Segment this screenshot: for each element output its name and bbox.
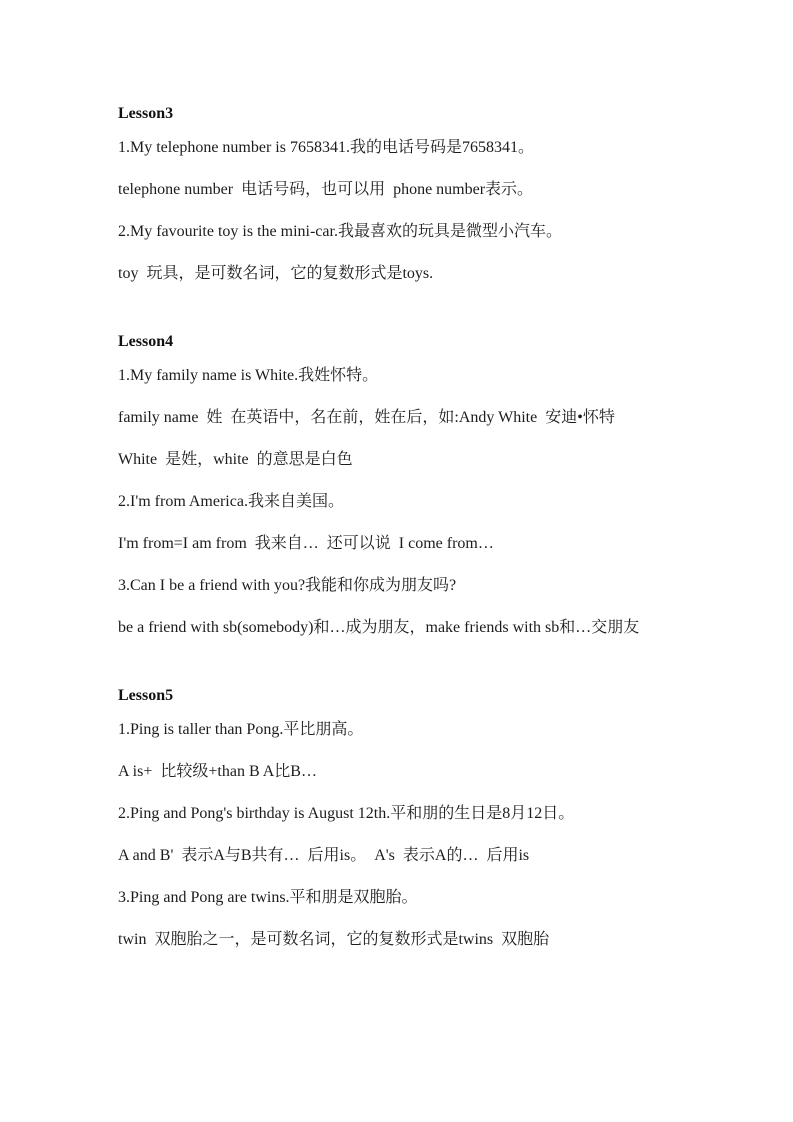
lesson5-line-4: A and B' 表示A与B共有… 后用is。 A's 表示A的… 后用is bbox=[118, 847, 530, 864]
lesson4-heading: Lesson4 bbox=[118, 333, 174, 350]
lesson5-line-3: 2.Ping and Pong's birthday is August 12th.平和朋的生日是8月12日。 bbox=[118, 805, 575, 822]
lesson5-line-5: 3.Ping and Pong are twins.平和朋是双胞胎。 bbox=[118, 889, 418, 906]
lesson3-heading: Lesson3 bbox=[118, 105, 174, 122]
lesson4-line-4: 2.I'm from America.我来自美国。 bbox=[118, 493, 344, 510]
lesson3-line-2: telephone number 电话号码，也可以用 phone number表示。 bbox=[118, 181, 534, 198]
lesson4-line-5: I'm from=I am from 我来自… 还可以说 I come from… bbox=[118, 535, 494, 552]
lesson5-heading: Lesson5 bbox=[118, 687, 174, 704]
lesson3-line-3: 2.My favourite toy is the mini-car.我最喜欢的玩具是微型小汽车。 bbox=[118, 223, 562, 240]
lesson4-line-3: White 是姓，white 的意思是白色 bbox=[118, 451, 353, 468]
lesson4-line-6: 3.Can I be a friend with you?我能和你成为朋友吗? bbox=[118, 577, 457, 594]
lesson3-line-1: 1.My telephone number is 7658341.我的电话号码是7658341。 bbox=[118, 139, 534, 156]
lesson4-line-7: be a friend with sb(somebody)和…成为朋友，make friends with sb和…交朋友 bbox=[118, 619, 640, 636]
lesson3-line-4: toy 玩具，是可数名词，它的复数形式是toys. bbox=[118, 265, 434, 282]
lesson5-line-6: twin 双胞胎之一，是可数名词，它的复数形式是twins 双胞胎 bbox=[118, 931, 550, 948]
lesson5-line-2: A is+ 比较级+than B A比B… bbox=[118, 763, 317, 780]
lesson5-line-1: 1.Ping is taller than Pong.平比朋高。 bbox=[118, 721, 364, 738]
lesson4-line-1: 1.My family name is White.我姓怀特。 bbox=[118, 367, 379, 384]
lesson4-line-2: family name 姓 在英语中，名在前，姓在后，如:Andy White 安迪•怀特 bbox=[118, 409, 615, 426]
